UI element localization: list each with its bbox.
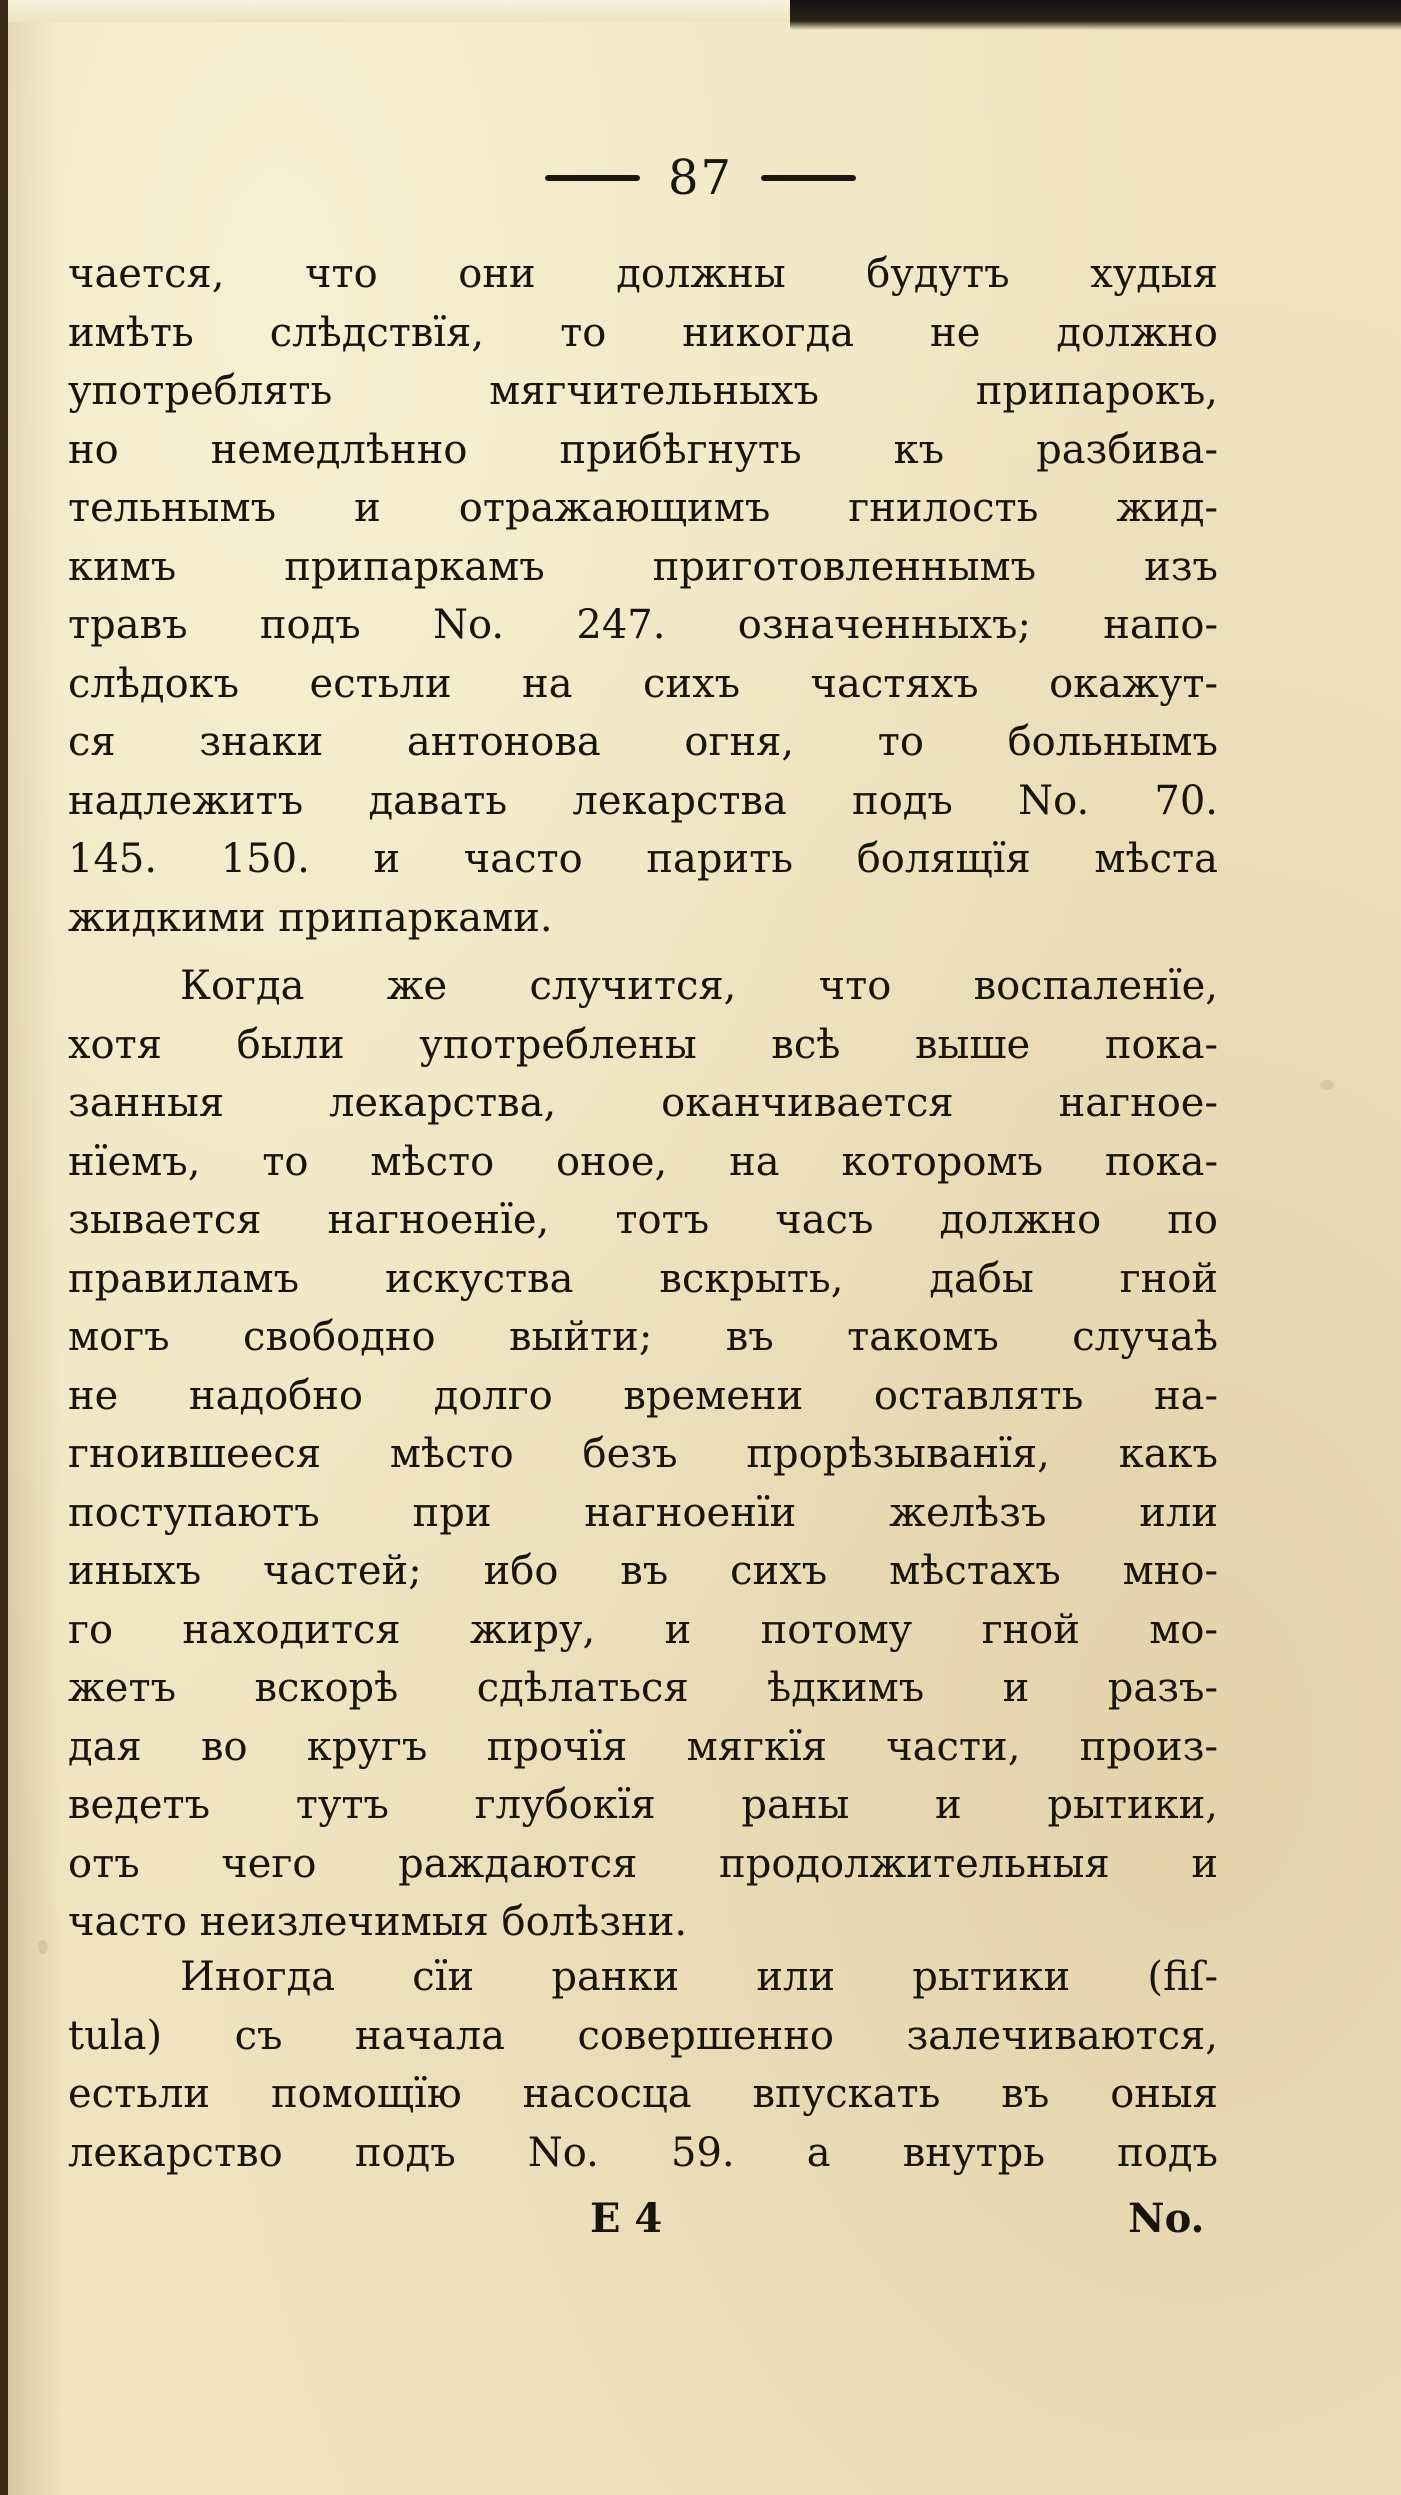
text-line: ся знаки антонова огня, то больнымъ (68, 719, 1218, 765)
text-line: ведетъ тутъ глубокїя раны и рытики, (68, 1782, 1218, 1828)
page-header (0, 150, 1401, 206)
text-line: имѣть слѣдствїя, то никогда не должно (68, 309, 1218, 356)
header-dash-left (545, 175, 640, 181)
text-line: надлежитъ давать лекарства подъ No. 70. (68, 777, 1218, 824)
text-line: лекарство подъ No. 59. а внутрь подъ (68, 2129, 1218, 2176)
text-line: зывается нагноенїе, тотъ часъ должно по (68, 1197, 1218, 1243)
text-line: травъ подъ No. 247. означенныхъ; напо- (68, 602, 1218, 648)
paper-spot (1320, 1080, 1334, 1090)
text-line: но немедлѣнно прибѣгнуть къ разбива- (68, 426, 1218, 473)
text-line: не надобно долго времени оставлять на- (68, 1372, 1218, 1419)
page-number: 87 (667, 150, 734, 206)
text-line: хотя были употреблены всѣ выше пока- (68, 1021, 1218, 1068)
header-dash-right (761, 175, 856, 181)
text-line: Когда же случится, что воспаленїе, (180, 963, 1218, 1009)
text-line: правиламъ искуства вскрыть, дабы гной (68, 1255, 1218, 1302)
text-line: тельнымъ и отражающимъ гнилость жид- (68, 485, 1218, 531)
paragraph-1 (68, 245, 1218, 947)
text-line: чается, что они должны будутъ худыя (68, 251, 1218, 297)
catchword: No. (1128, 2195, 1205, 2242)
text-line: Иногда сїи ранки или рытики (fiſ- (180, 1954, 1218, 2000)
text-line: кимъ припаркамъ приготовленнымъ изъ (68, 543, 1218, 590)
paper-spot (38, 1940, 48, 1954)
paragraph-2 (68, 957, 1218, 1952)
text-line: tula) съ начала совершенно залечиваются, (68, 2012, 1218, 2059)
text-line: употреблять мягчительныхъ припарокъ, (68, 368, 1218, 414)
text-line: могъ свободно выйти; въ такомъ случаѣ (68, 1314, 1218, 1360)
text-line: отъ чего раждаются продолжительныя и (68, 1840, 1218, 1887)
text-line: жидкими припарками. (68, 894, 553, 941)
text-line: слѣдокъ естьли на сихъ частяхъ окажут- (68, 660, 1218, 707)
signature-mark: E 4 (590, 2195, 663, 2242)
scan-shadow-top (790, 0, 1401, 30)
paragraph-3 (68, 1948, 1218, 2182)
text-line: гноившееся мѣсто безъ прорѣзыванїя, какъ (68, 1431, 1218, 1477)
text-line: дая во кругъ прочїя мягкїя части, произ- (68, 1723, 1218, 1770)
text-line: естьли помощїю насосца впускать въ оныя (68, 2071, 1218, 2117)
text-line: жетъ вскорѣ сдѣлаться ѣдкимъ и разъ- (68, 1665, 1218, 1711)
text-line: нїемъ, то мѣсто оное, на которомъ пока- (68, 1138, 1218, 1185)
text-line: 145. 150. и часто парить болящїя мѣста (68, 836, 1218, 882)
page-left-edge (0, 0, 8, 2495)
text-line: го находится жиру, и потому гной мо- (68, 1606, 1218, 1653)
text-line: часто неизлечимыя болѣзни. (68, 1899, 688, 1945)
text-line: поступаютъ при нагноенїи желѣзъ или (68, 1489, 1218, 1536)
text-line: занныя лекарства, оканчивается нагное- (68, 1080, 1218, 1126)
text-line: иныхъ частей; ибо въ сихъ мѣстахъ мно- (68, 1548, 1218, 1594)
